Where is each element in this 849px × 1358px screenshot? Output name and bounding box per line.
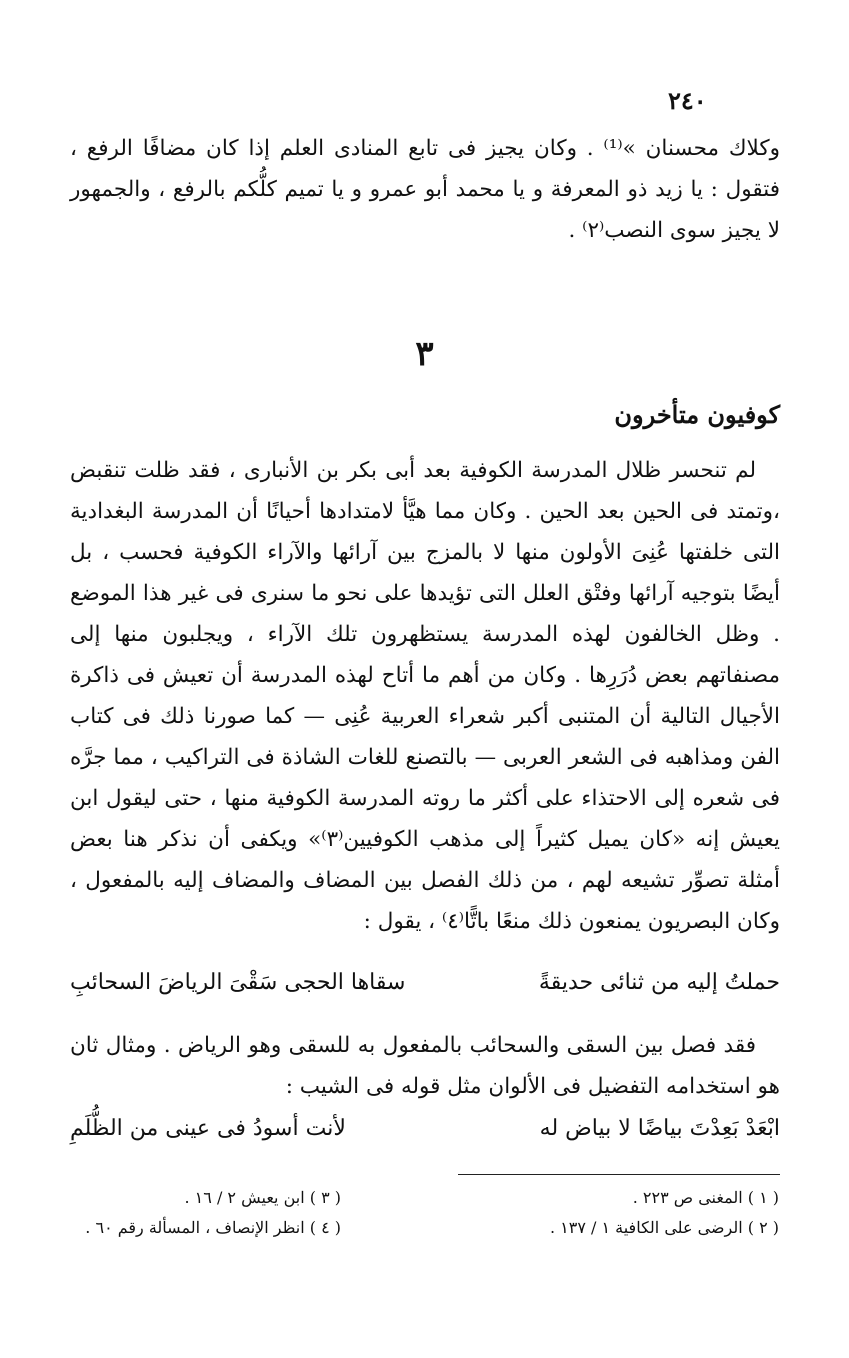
footnote: ( ٣ ) ابن يعيش ٢ / ١٦ . (184, 1188, 341, 1207)
footnote: ( ١ ) المغنى ص ٢٢٣ . (632, 1188, 779, 1207)
verse-first-hemistich: حملتُ إليه من ثنائى حديقةً (538, 970, 780, 995)
section-number: ٣ (415, 334, 434, 374)
page-number: ٢٤٠ (668, 86, 707, 115)
verse-line (70, 1116, 780, 1156)
verse-first-hemistich: ابْعَدْ بَعِدْتَ بياضًا لا بياض له (539, 1116, 780, 1141)
verse-line (70, 970, 780, 1010)
paragraph-continuation: وكلاك محسنان »⁽¹⁾ . وكان يجيز فى تابع المنادى العلم إذا كان مضافًا الرفع ، فتقول : يا زيد ذو المعرفة و يا محمد أبو عمرو و يا تميم كلُّكم بالرفع ، والجمهور لا يجيز سوى النصب⁽٢⁾ . (70, 136, 780, 243)
section-heading: كوفيون متأخرون (614, 400, 780, 429)
footnote: ( ٤ ) انظر الإنصاف ، المسألة رقم ٦٠ . (85, 1218, 341, 1237)
footnote: ( ٢ ) الرضى على الكافية ١ / ١٣٧ . (549, 1218, 779, 1237)
footnote-divider (458, 1174, 780, 1175)
verse-second-hemistich: لأنت أسودُ فى عينى من الظُّلَمِ (70, 1116, 346, 1141)
paragraph-main: لم تنحسر ظلال المدرسة الكوفية بعد أبى بكر بن الأنبارى ، فقد ظلت تنقبض ،وتمتد فى الحين بعد الحين . وكان مما هيَّأ لامتدادها أحيانًا أن المدرسة البغدادية التى خلفتها عُنِىَ الأولون منها لا بالمزج بين آرائها والآراء الكوفية فحسب ، بل أيضًا بتوجيه آرائها وفتْق العلل التى تؤيدها على نحو ما سنرى فى غير هذا الموضع . وظل الخالفون لهذه المدرسة يستظهرون تلك الآراء ، ويجلبون منها إلى مصنفاتهم بعض دُرَرِها . وكان من أهم ما أتاح لهذه المدرسة أن تعيش فى ذاكرة الأجيال التالية أن المتنبى أكبر شعراء العربية عُنِى — كما صورنا ذلك فى كتاب الفن ومذاهبه فى الشعر العربى — بالتصنع للغات الشاذة فى التراكيب ، مما جرَّه فى شعره إلى الاحتذاء على أكثر ما روته المدرسة الكوفية منها ، حتى ليقول ابن يعيش إنه «كان يميل كثيراً إلى مذهب الكوفيين⁽٣⁾» ويكفى أن نذكر هنا بعض أمثلة تصوِّر تشيعه لهم ، من ذلك الفصل بين المضاف والمضاف إليه بالمفعول ، وكان البصريون يمنعون ذلك منعًا باتًّا⁽٤⁾ ، يقول : (70, 458, 781, 934)
paragraph-example: فقد فصل بين السقى والسحائب بالمفعول به للسقى وهو الرياض . ومثال ثان هو استخدامه التفضيل فى الألوان مثل قوله فى الشيب : (70, 1033, 780, 1099)
verse-second-hemistich: سقاها الحجى سَقْىَ الرياضَ السحائبِ (70, 970, 406, 995)
